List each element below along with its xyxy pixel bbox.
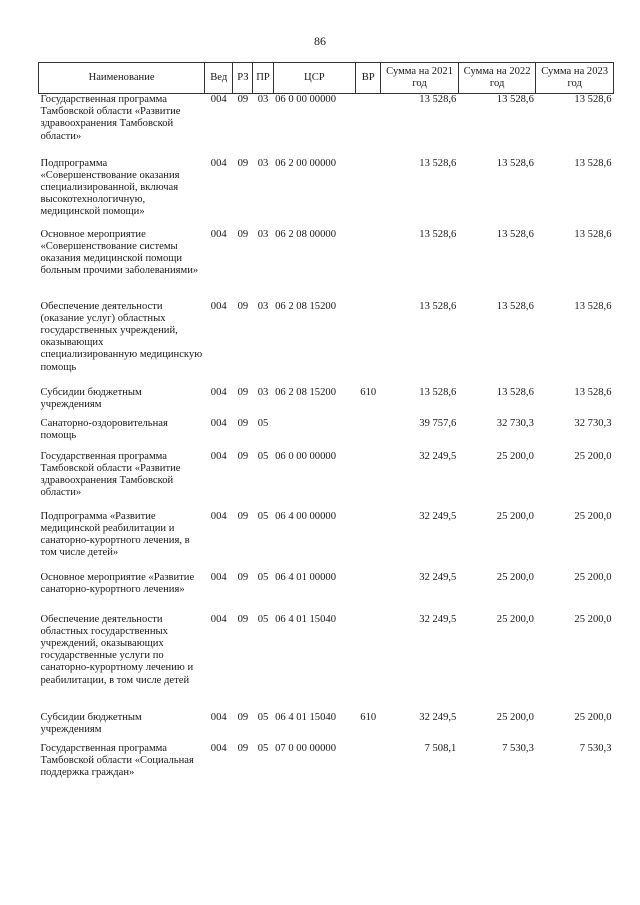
ved-code: 004 [210,228,227,240]
pr-code: 05 [257,417,269,429]
rz-code: 09 [237,300,249,312]
item-name: Обеспечение деятельности (оказание услуг) областных государственных учреждений, оказывающих специализированную медицинскую помощь [40,300,203,373]
sum-2021: 13 528,6 [419,157,457,169]
pr-code: 05 [257,450,269,462]
column-header: ПР [253,63,273,94]
ved-code: 004 [210,94,227,105]
sum-2022: 13 528,6 [496,157,534,169]
table-header-row [39,63,614,94]
item-name: Подпрограмма «Развитие медицинской реабилитации и санаторно-курортного лечения, в том числе детей» [40,510,190,559]
vr-code [356,229,381,301]
rz-code: 09 [237,386,249,398]
rz-code: 09 [237,228,249,240]
ved-code: 004 [210,613,227,625]
sum-2021: 13 528,6 [419,300,457,312]
sum-2021: 13 528,6 [419,94,457,105]
table-row [39,387,614,418]
vr-code [356,418,381,451]
csr-code: 06 4 01 15040 [275,613,336,625]
sum-2023: 25 200,0 [574,711,612,723]
pr-code: 05 [257,613,269,625]
sum-2021: 32 249,5 [419,571,457,583]
sum-2023: 13 528,6 [574,94,612,105]
sum-2021: 32 249,5 [419,711,457,723]
rz-code: 09 [237,450,249,462]
column-header: Сумма на 2022 год [458,63,536,94]
sum-2021: 32 249,5 [419,510,457,522]
table-row [39,451,614,511]
csr-code: 06 0 00 00000 [275,94,336,105]
vr-code [356,511,381,572]
csr-code: 06 4 00 00000 [275,510,336,522]
pr-code: 03 [257,157,269,169]
vr-code [356,451,381,511]
pr-code: 03 [257,386,269,398]
ved-code: 004 [210,510,227,522]
vr-code: 610 [360,711,377,723]
csr-code: 06 4 01 15040 [275,711,336,723]
pr-code: 03 [257,228,269,240]
column-header: ЦСР [273,63,356,94]
item-name: Основное мероприятие «Совершенствование системы оказания медицинской помощи больным прочими заболеваниями» [40,228,199,277]
csr-code: 07 0 00 00000 [275,742,336,754]
item-name: Санаторно-оздоровительная помощь [40,417,168,441]
rz-code: 09 [237,711,249,723]
ved-code: 004 [210,742,227,754]
sum-2021: 32 249,5 [419,613,457,625]
ved-code: 004 [210,711,227,723]
item-name: Субсидии бюджетным учреждениям [40,386,142,410]
sum-2023: 13 528,6 [574,300,612,312]
rz-code: 09 [237,157,249,169]
item-name: Обеспечение деятельности областных государственных учреждений, оказывающих государственные услуги по санаторно-курортному лечению и реабилитации, в том числе детей [40,613,194,686]
table-row [39,743,614,803]
sum-2022: 25 200,0 [496,510,534,522]
sum-2022: 25 200,0 [496,571,534,583]
sum-2022: 7 530,3 [502,742,534,754]
csr-code: 06 4 01 00000 [275,571,336,583]
vr-code [356,572,381,614]
rz-code: 09 [237,613,249,625]
column-header: Вед [205,63,233,94]
csr-code: 06 2 08 15200 [275,386,336,398]
sum-2023: 7 530,3 [579,742,612,754]
item-name: Основное мероприятие «Развитие санаторно-курортного лечения» [40,571,195,595]
csr-code: 06 2 08 00000 [275,228,336,240]
ved-code: 004 [210,300,227,312]
table-row [39,301,614,387]
pr-code: 05 [257,510,269,522]
vr-code [356,158,381,229]
column-header: РЗ [233,63,253,94]
table-row [39,511,614,572]
table-row [39,229,614,301]
sum-2022: 25 200,0 [496,450,534,462]
sum-2023: 25 200,0 [574,450,612,462]
sum-2022: 13 528,6 [496,300,534,312]
pr-code: 05 [257,742,269,754]
budget-table [38,62,614,803]
table-row [39,712,614,743]
csr-code [273,418,356,451]
ved-code: 004 [210,417,227,429]
sum-2023: 13 528,6 [574,157,612,169]
vr-code [356,743,381,803]
sum-2021: 39 757,6 [419,417,457,429]
column-header: Наименование [39,63,205,94]
vr-code [356,614,381,712]
rz-code: 09 [237,417,249,429]
sum-2022: 25 200,0 [496,711,534,723]
sum-2021: 13 528,6 [419,386,457,398]
rz-code: 09 [237,510,249,522]
vr-code [356,94,381,158]
csr-code: 06 0 00 00000 [275,450,336,462]
table-row [39,614,614,712]
item-name: Государственная программа Тамбовской области «Социальная поддержка граждан» [40,742,194,778]
sum-2022: 13 528,6 [496,228,534,240]
sum-2023: 25 200,0 [574,510,612,522]
csr-code: 06 2 08 15200 [275,300,336,312]
item-name: Государственная программа Тамбовской области «Развитие здравоохранения Тамбовской области» [40,94,181,142]
table-row [39,158,614,229]
sum-2022: 13 528,6 [496,94,534,105]
sum-2023: 13 528,6 [574,228,612,240]
ved-code: 004 [210,571,227,583]
ved-code: 004 [210,450,227,462]
column-header: Сумма на 2023 год [536,63,614,94]
rz-code: 09 [237,94,249,105]
table-row [39,94,614,158]
item-name: Государственная программа Тамбовской области «Развитие здравоохранения Тамбовской области» [40,450,181,499]
item-name: Подпрограмма «Совершенствование оказания специализированной, включая высокотехнологичную, медицинской помощи» [40,157,180,218]
sum-2021: 13 528,6 [419,228,457,240]
vr-code: 610 [360,386,377,398]
column-header: Сумма на 2021 год [381,63,459,94]
pr-code: 05 [257,711,269,723]
sum-2021: 7 508,1 [424,742,457,754]
sum-2022: 25 200,0 [496,613,534,625]
ved-code: 004 [210,386,227,398]
sum-2023: 25 200,0 [574,571,612,583]
sum-2021: 32 249,5 [419,450,457,462]
csr-code: 06 2 00 00000 [275,157,336,169]
item-name: Субсидии бюджетным учреждениям [40,711,142,735]
sum-2022: 32 730,3 [496,417,534,429]
page-number: 86 [314,34,326,48]
pr-code: 03 [257,94,269,105]
sum-2022: 13 528,6 [496,386,534,398]
sum-2023: 13 528,6 [574,386,612,398]
ved-code: 004 [210,157,227,169]
sum-2023: 32 730,3 [574,417,612,429]
column-header: ВР [356,63,381,94]
pr-code: 05 [257,571,269,583]
rz-code: 09 [237,571,249,583]
sum-2023: 25 200,0 [574,613,612,625]
pr-code: 03 [257,300,269,312]
rz-code: 09 [237,742,249,754]
vr-code [356,301,381,387]
table-row [39,418,614,451]
table-row [39,572,614,614]
